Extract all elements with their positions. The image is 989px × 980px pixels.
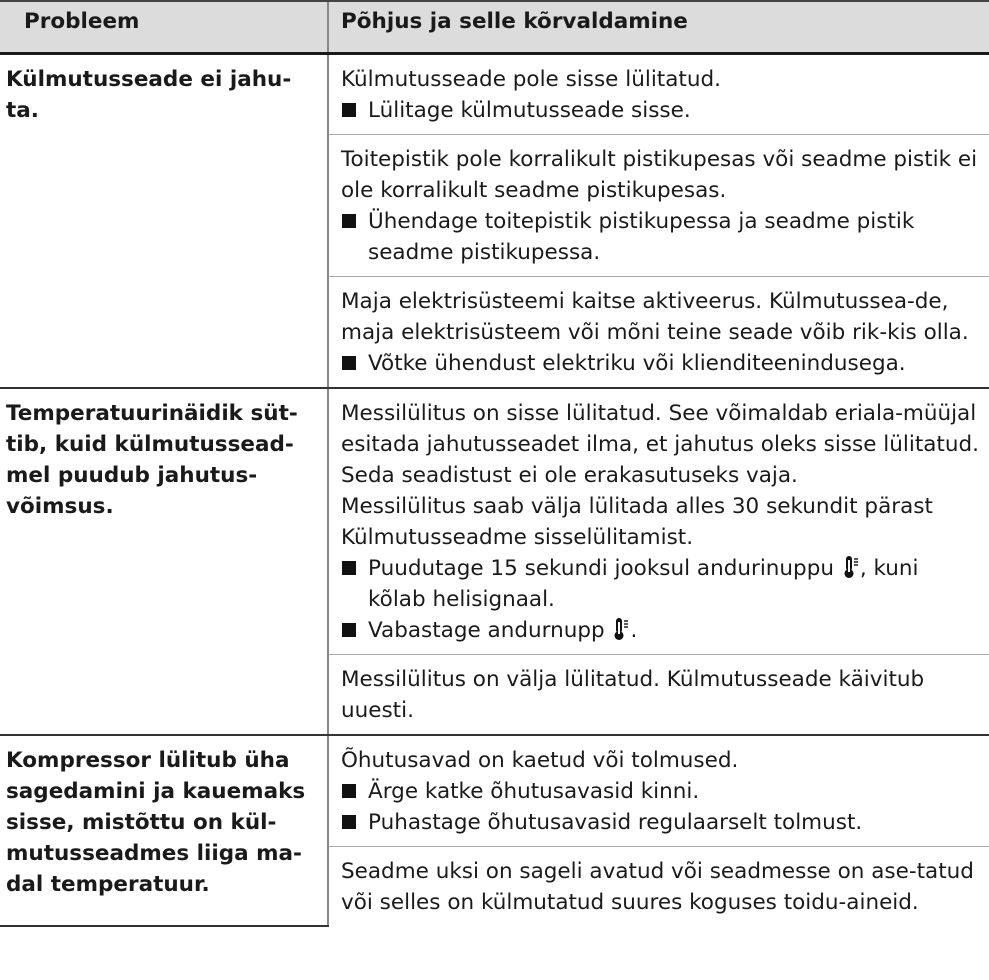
action-text: Ärge katke õhutusavasid kinni. (368, 779, 700, 804)
cause-cell (328, 277, 989, 389)
action-text: Lülitage külmutusseade sisse. (368, 98, 691, 123)
cause-cell (328, 388, 989, 655)
thermometer-icon (613, 617, 629, 641)
action-item (341, 553, 979, 615)
bullet-square-icon (342, 784, 356, 798)
cause-text: Seadme uksi on sageli avatud või seadmesse on ase-tatud või selles on külmutatud suures koguses toidu-aineid. (341, 859, 974, 915)
problem-line: mel puudub jahutus- (6, 463, 258, 488)
problem-line: mutusseadmes liiga ma- (6, 841, 302, 866)
problem-line: sisse, mistõttu on kül- (6, 810, 277, 835)
problem-line: võimsus. (6, 494, 114, 519)
action-item (341, 807, 979, 838)
bullet-square-icon (342, 356, 356, 370)
bullet-square-icon (342, 214, 356, 228)
problem-cell (0, 735, 328, 926)
cause-cell (328, 655, 989, 736)
cause-text: Toitepistik pole korralikult pistikupesas või seadme pistik ei ole korralikult seadme pistikupesas. (341, 147, 978, 203)
table-row (0, 735, 989, 847)
bullet-square-icon (342, 103, 356, 117)
bullet-square-icon (342, 815, 356, 829)
bullet-square-icon (342, 623, 356, 637)
cause-cell (328, 135, 989, 277)
problem-line: dal temperatuur. (6, 872, 210, 897)
action-text-before: Vabastage andurnupp (368, 618, 605, 643)
problem-line: sagedamini ja kauemaks (6, 779, 306, 804)
table-header-row (0, 1, 989, 54)
cause-text: Messilülitus on sisse lülitatud. See võimaldab eriala-müüjal esitada jahutusseadet ilma, et jahutus oleks sisse lülitatud. Seda seadistust ei ole erakasutuseks vaja. (341, 401, 979, 488)
cause-text: Maja elektrisüsteemi kaitse aktiveerus. Külmutussea-de, maja elektrisüsteem või mõni teine seade võib rik-kis olla. (341, 289, 969, 345)
problem-cell (0, 54, 328, 389)
problem-line: Külmutusseade ei jahu- (6, 67, 292, 92)
problem-line: tib, kuid külmutussead- (6, 432, 294, 457)
action-text-after: , kuni kõlab helisignaal. (368, 556, 919, 612)
action-text-before: Puudutage 15 sekundi jooksul andurinuppu (368, 556, 834, 581)
action-item (341, 615, 979, 646)
action-text: Puhastage õhutusavasid regulaarselt tolmust. (368, 810, 863, 835)
cause-cell (328, 847, 989, 927)
problem-line: ta. (6, 98, 39, 123)
action-text: Võtke ühendust elektriku või klienditeenindusega. (368, 351, 906, 376)
header-problem: Probleem (0, 1, 328, 54)
table-row (0, 388, 989, 655)
header-cause-and-solution: Põhjus ja selle kõrvaldamine (328, 1, 989, 54)
action-text-after: . (630, 618, 638, 643)
cause-text: Õhutusavad on kaetud või tolmused. (341, 748, 739, 773)
problem-cell (0, 388, 328, 735)
cause-text: Külmutusseade pole sisse lülitatud. (341, 67, 721, 92)
table-row (0, 54, 989, 135)
bullet-square-icon (342, 561, 356, 575)
thermometer-icon (843, 555, 859, 579)
action-item (341, 206, 979, 268)
cause-text: Messilülitus on välja lülitatud. Külmutusseade käivitub uuesti. (341, 667, 925, 723)
action-item (341, 348, 979, 379)
cause-text-secondary: Messilülitus saab välja lülitada alles 30 sekundit pärast Külmutusseadme sisselülitamist. (341, 494, 933, 550)
action-text: Ühendage toitepistik pistikupessa ja seadme pistik seadme pistikupessa. (368, 209, 915, 265)
problem-line: Kompressor lülitub üha (6, 748, 290, 773)
cause-cell (328, 735, 989, 847)
action-item (341, 95, 979, 126)
problem-line: Temperatuurinäidik süt- (6, 401, 298, 426)
cause-cell (328, 54, 989, 135)
action-item (341, 776, 979, 807)
